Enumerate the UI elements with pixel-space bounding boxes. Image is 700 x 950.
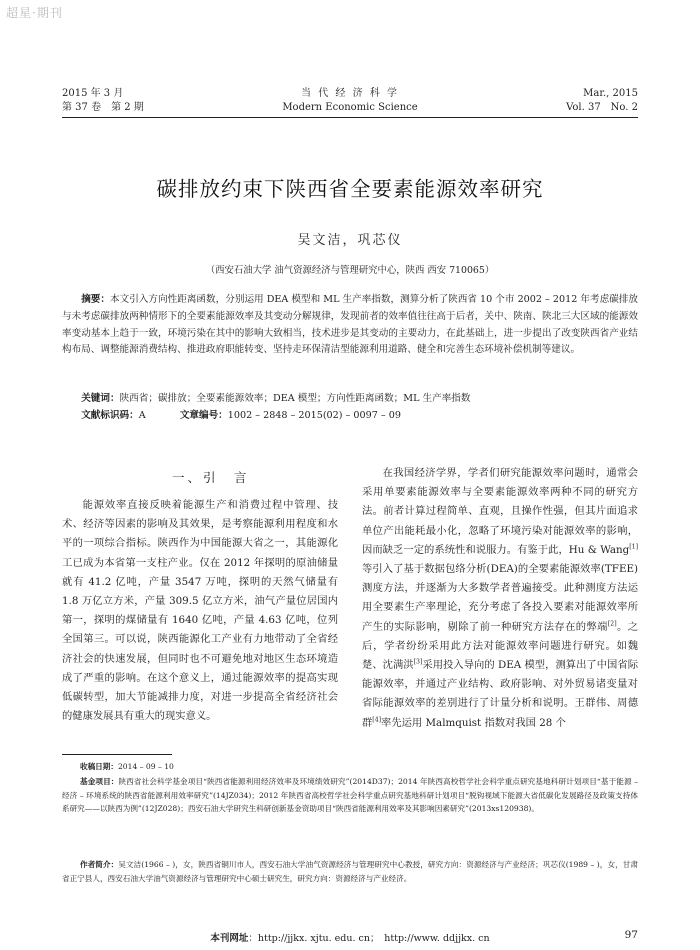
- right-text-2: 等引入了基于数据包络分析(DEA)的全要素能源效率(TFEE)测度方法，并逐渐为大多数学者普遍接受。此种测度方法运用全要素生产率理论，充分考虑了各投入要素对能源效率所产生的实际影响，剔除了前一种研究方法存在的弊端: [362, 563, 638, 633]
- footnote-author-bio: [62, 858, 638, 885]
- citation-3: [3]: [413, 658, 423, 666]
- doccode-value: A: [138, 410, 146, 421]
- doccode-label: 文献标识码：: [81, 410, 139, 421]
- footnote-received: [62, 760, 656, 774]
- page-footer: [0, 930, 700, 944]
- received-date: 2014 – 09 – 10: [117, 762, 174, 771]
- citation-4: [4]: [372, 716, 382, 724]
- fund-label: 基金项目：: [80, 777, 119, 786]
- right-text-5: 率先运用 Malmquist 指数对我国 28 个: [381, 716, 566, 729]
- author-bio-text: 吴文洁(1966 – )，女，陕西省铜川市人，西安石油大学油气资源经济与管理研究中心教授，研究方向：资源经济与产业经济；巩芯仪(1989 – )，女，甘肃省正宁县人，西安石油大学油气资源经济与管理研究中心硕士研究生，研究方向：资源经济与产业经济。: [62, 860, 638, 883]
- footnote-fund: [62, 775, 638, 816]
- document-codes: [62, 408, 657, 425]
- header-issue-info-en: [566, 87, 638, 115]
- received-label: 收稿日期：: [80, 762, 118, 771]
- right-text-3: 。之后，学者纷纷采用此方法对能源效率问题进行研究。如魏楚、沈满洪: [362, 620, 639, 672]
- header-volume: 第 37 卷 第 2 期: [62, 102, 144, 113]
- section-heading-introduction: 一、引 言: [172, 470, 250, 485]
- article-authors: 吴文洁，巩芯仪: [297, 233, 403, 248]
- header-volume-en: Vol. 37 No. 2: [566, 102, 638, 113]
- keywords-label: 关键词：: [81, 393, 120, 404]
- article-title: 碳排放约束下陕西省全要素能源效率研究: [156, 177, 544, 201]
- page-number: 97: [624, 929, 638, 941]
- website-urls[interactable]: ：http://jjkx. xjtu. edu. cn； http://www. ddjjkx. cn: [248, 933, 490, 944]
- journal-name-cn: 当 代 经 济 科 学: [301, 88, 399, 99]
- right-text-4: 采用投入导向的 DEA 模型，测算出了中国省际能源效率，并通过产业结构、政府影响、对外贸易诸变量对省际能源效率的差别进行了计量分析和说明。王群伟、周德群: [362, 659, 638, 729]
- header-date-en: Mar., 2015: [583, 88, 638, 99]
- footnote-divider: [62, 754, 172, 755]
- abstract: [62, 292, 638, 359]
- header-divider: [62, 117, 638, 118]
- article-number-label: 文章编号：: [179, 410, 228, 421]
- fund-text: 陕西省社会科学基金项目“陕西省能源利用经济效率及环境绩效研究”(2014D37)；2014 年陕西高校哲学社会科学重点研究基地科研计划项目“基于能源 – 经济 – 环境系统的陕西省能源利用效率研究”(14JZ034)；2012 年陕西省高校哲学社会科学重点研究基地科研计划项目“脱钩视域下能源大省低碳化发展路径及政策支持体系研究——以陕西为例”(12JZ028)；西安石油大学研究生科研创新基金资助项目“陕西省能源利用效率及其影响因素研究”(2013xs120938)。: [62, 777, 639, 813]
- website-label: 本刊网址: [210, 933, 249, 944]
- abstract-text: 本文引入方向性距离函数，分别运用 DEA 模型和 ML 生产率指数，测算分析了陕西省 10 个市 2002 – 2012 年考虑碳排放与未考虑碳排放两种情形下的全要素能源效率及其变动分解规律，发现前者的效率值往往高于后者，关中、陕南、陕北三大区域的能源效率变动基本上趋于一致，环境污染在其中的影响大致相当，技术进步是其变动的主要动力，在此基础上，进一步提出了改变陕西省产业结构布局、调整能源消费结构、推进政府职能转变、坚持走环保清洁型能源利用道路、健全和完善生态环境补偿机制等建议。: [62, 294, 638, 356]
- right-text-1: 在我国经济学界，学者们研究能源效率问题时，通常会采用单要素能源效率与全要素能源效率两种不同的研究方法。前者计算过程简单、直观，且操作性强，但其片面追求单位产出能耗最小化，忽略了环境污染对能源效率的影响，因而缺乏一定的系统性和说服力。有鉴于此，Hu & Wang: [362, 467, 638, 556]
- article-affiliation: （西安石油大学 油气资源经济与管理研究中心，陕西 西安 710065）: [205, 265, 495, 276]
- author-bio-label: 作者简介：: [80, 860, 119, 869]
- keywords-text: 陕西省；碳排放；全要素能源效率；DEA 模型；方向性距离函数；ML 生产率指数: [119, 393, 471, 404]
- journal-name-en: Modern Economic Science: [282, 102, 418, 113]
- header-date: 2015 年 3 月: [62, 88, 124, 99]
- intro-paragraph-right: [362, 464, 638, 733]
- citation-2: [2]: [607, 620, 617, 628]
- watermark: 超星·期刊: [6, 6, 63, 20]
- abstract-label: 摘要：: [81, 294, 110, 305]
- article-number-value: 1002 – 2848 – 2015(02) – 0097 – 09: [227, 410, 401, 421]
- citation-1: [1]: [629, 543, 638, 551]
- intro-paragraph-left: 能源效率直接反映着能源生产和消费过程中管理、技术、经济等因素的影响及其效果，是考察能源利用程度和水平的一项综合指标。陕西作为中国能源大省之一，其能源化工已成为本省第一支柱产业。仅在 2012 年探明的原油储量就有 41.2 亿吨，产量 3547 万吨，探明的天然气储量有 1.8 万亿立方米，产量 309.5 亿立方米，油气产量位居国内第一，探明的煤储量有 1640 亿吨，产量 4.63 亿吨，位列全国第三。可以说，陕西能源化工产业有力地带动了全省经济社会的快速发展，但同时也不可避免地对地区生态环境造成了严重的影响。在这个意义上，通过能源效率的提高实现低碳转型，加大节能减排力度，对进一步提高全省经济社会的健康发展具有重大的现实意义。: [62, 499, 338, 723]
- keywords: [62, 391, 657, 408]
